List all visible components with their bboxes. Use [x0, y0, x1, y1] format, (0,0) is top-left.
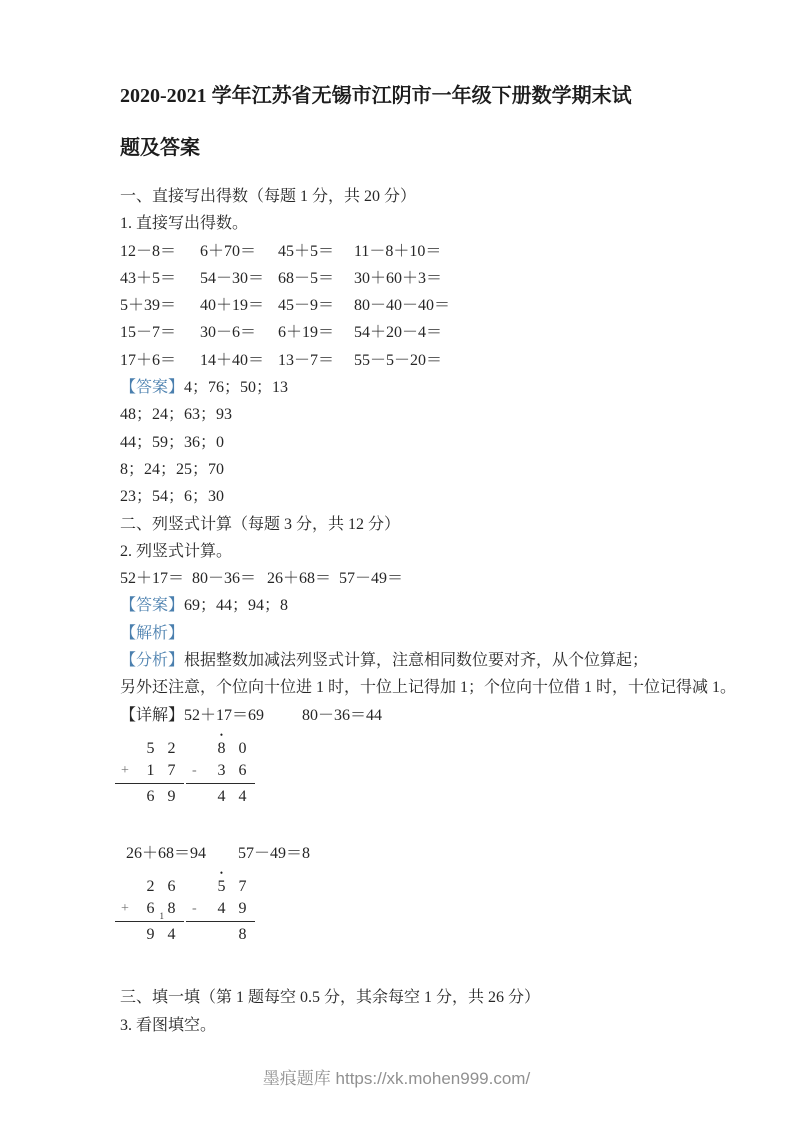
digit: 7	[167, 761, 176, 779]
sum-line	[186, 783, 255, 784]
equation: 43＋5＝	[120, 269, 177, 287]
sum-line	[115, 783, 184, 784]
equation-row	[120, 319, 693, 346]
vcalc-top-row	[191, 868, 253, 898]
answer-label: 【答案】	[120, 379, 185, 397]
vertical-calc-add-26-68	[120, 876, 182, 946]
equation: 14＋40＝	[200, 351, 265, 369]
borrow-dot: •	[219, 729, 224, 740]
document-body	[120, 183, 737, 1039]
digit: 8	[238, 926, 247, 944]
vertical-calculations-1	[120, 729, 693, 809]
equation: 30－6＝	[200, 324, 257, 342]
equation: 6＋70＝	[200, 242, 257, 260]
question-2-label: 2. 列竖式计算。	[120, 542, 233, 560]
answer-line-1	[120, 374, 693, 401]
answer-line: 8；24；25；70	[120, 460, 225, 478]
vcalc-second-row	[120, 898, 182, 920]
analysis-line-1	[120, 647, 693, 674]
section-1-heading: 一、直接写出得数（每题 1 分，共 20 分）	[120, 188, 417, 205]
equation: 12－8＝	[120, 242, 177, 260]
detail-equation: 52＋17＝69	[184, 706, 265, 724]
document-title	[120, 70, 693, 174]
digit: 1	[146, 761, 155, 779]
digit: 6	[167, 878, 176, 896]
section-2-heading: 二、列竖式计算（每题 3 分，共 12 分）	[120, 515, 401, 533]
digit: 4	[217, 900, 226, 918]
vcalc-second-row	[120, 760, 182, 782]
equation: 54－30＝	[200, 269, 265, 287]
plus-operator: +	[121, 901, 129, 917]
equation: 68－5＝	[278, 269, 335, 287]
vertical-calculations-2	[120, 867, 693, 947]
analysis-text: 根据整数加减法列竖式计算，注意相同数位要对齐，从个位算起；	[184, 652, 649, 670]
digit: 2	[167, 739, 176, 757]
digit: 0	[238, 739, 247, 757]
vcalc-top-row	[191, 729, 253, 760]
equation: 80－40－40＝	[354, 297, 451, 315]
plus-operator: +	[121, 762, 129, 778]
digit-with-borrow-dot	[211, 868, 232, 896]
answer-values: 4；76；50；13	[184, 379, 289, 397]
digit: 4	[167, 926, 176, 944]
vertical-calc-add-52-17	[120, 738, 182, 808]
title-line-1: 2020-2021 学年江苏省无锡市江阴市一年级下册数学期末试	[120, 85, 632, 107]
answer-line: 48；24；63；93	[120, 406, 233, 424]
site-watermark-footer: 墨痕题库 https://xk.mohen999.com/	[262, 1069, 531, 1088]
sum-line	[115, 921, 184, 922]
vcalc-result-row	[191, 786, 253, 808]
equation-row	[120, 238, 693, 265]
equation-row	[120, 265, 693, 292]
vcalc-second-row	[191, 898, 253, 920]
detail-equation: 80－36＝44	[302, 706, 383, 724]
equation: 45－9＝	[278, 297, 335, 315]
vcalc-second-row	[191, 760, 253, 782]
minus-operator: -	[192, 901, 197, 917]
vcalc-result-row	[120, 786, 182, 808]
equation: 5＋39＝	[120, 297, 177, 315]
equation: 45＋5＝	[278, 242, 335, 260]
answer-values: 69；44；94；8	[184, 597, 289, 615]
equation: 17＋6＝	[120, 351, 177, 369]
equation: 30＋60＋3＝	[354, 269, 443, 287]
vcalc-result-row	[120, 924, 182, 946]
brief-analysis-label: 【分析】	[120, 652, 185, 670]
digit: 9	[167, 787, 176, 805]
digit: 9	[238, 900, 247, 918]
equation-row	[120, 292, 693, 319]
digit-with-carry	[140, 900, 164, 922]
digit-with-borrow-dot	[211, 729, 232, 758]
section-3-heading: 三、填一填（第 1 题每空 0.5 分，其余每空 1 分，共 26 分）	[120, 989, 541, 1007]
digit: 6	[146, 787, 155, 805]
digit: 8	[167, 900, 176, 918]
borrow-dot: •	[219, 868, 224, 879]
question-1-label: 1. 直接写出得数。	[120, 215, 249, 233]
carry-mark: 1	[159, 911, 164, 922]
equation: 6＋19＝	[278, 324, 335, 342]
digit: 4	[217, 787, 226, 805]
analysis-line-2: 另外还注意，个位向十位进 1 时，十位上记得加 1；个位向十位借 1 时，十位记得减 1。	[120, 679, 737, 697]
answer-line: 44；59；36；0	[120, 433, 225, 451]
answer-label: 【答案】	[120, 597, 185, 615]
digit: 7	[238, 878, 247, 896]
equation: 80－36＝	[192, 570, 257, 588]
detail-equation: 26＋68＝94	[126, 844, 207, 862]
equation: 40＋19＝	[200, 297, 265, 315]
detail-line-2	[120, 840, 693, 867]
title-line-2: 题及答案	[120, 137, 200, 159]
digit: 6	[146, 900, 155, 918]
vertical-calc-sub-57-49	[191, 868, 253, 946]
vertical-calc-sub-80-36	[191, 729, 253, 808]
minus-operator: -	[192, 762, 197, 778]
detail-label: 【详解】	[120, 706, 185, 724]
digit: 5	[146, 739, 155, 757]
equation: 26＋68＝	[267, 570, 332, 588]
analysis-label: 【解析】	[120, 624, 185, 642]
vcalc-top-row	[120, 738, 182, 760]
detail-line	[120, 702, 693, 729]
analysis-label-line	[120, 620, 693, 647]
equation: 57－49＝	[339, 570, 404, 588]
sum-line	[186, 921, 255, 922]
digit: 4	[238, 787, 247, 805]
vcalc-top-row	[120, 876, 182, 898]
detail-equation: 57－49＝8	[238, 844, 311, 862]
digit: 2	[146, 878, 155, 896]
equation-row	[120, 347, 693, 374]
equation: 54＋20－4＝	[354, 324, 443, 342]
digit: 3	[217, 761, 226, 779]
equation: 55－5－20＝	[354, 351, 443, 369]
digit: 9	[146, 926, 155, 944]
digit: 5	[217, 878, 226, 896]
answer-line-2	[120, 592, 693, 619]
answer-line: 23；54；6；30	[120, 488, 225, 506]
question-3-label: 3. 看图填空。	[120, 1016, 217, 1034]
vcalc-result-row	[191, 924, 253, 946]
digit: 8	[217, 739, 226, 757]
equation: 11－8＋10＝	[354, 242, 442, 260]
digit: 6	[238, 761, 247, 779]
equation-row	[120, 565, 693, 592]
equation: 13－7＝	[278, 351, 335, 369]
equation: 52＋17＝	[120, 570, 185, 588]
equation: 15－7＝	[120, 324, 177, 342]
